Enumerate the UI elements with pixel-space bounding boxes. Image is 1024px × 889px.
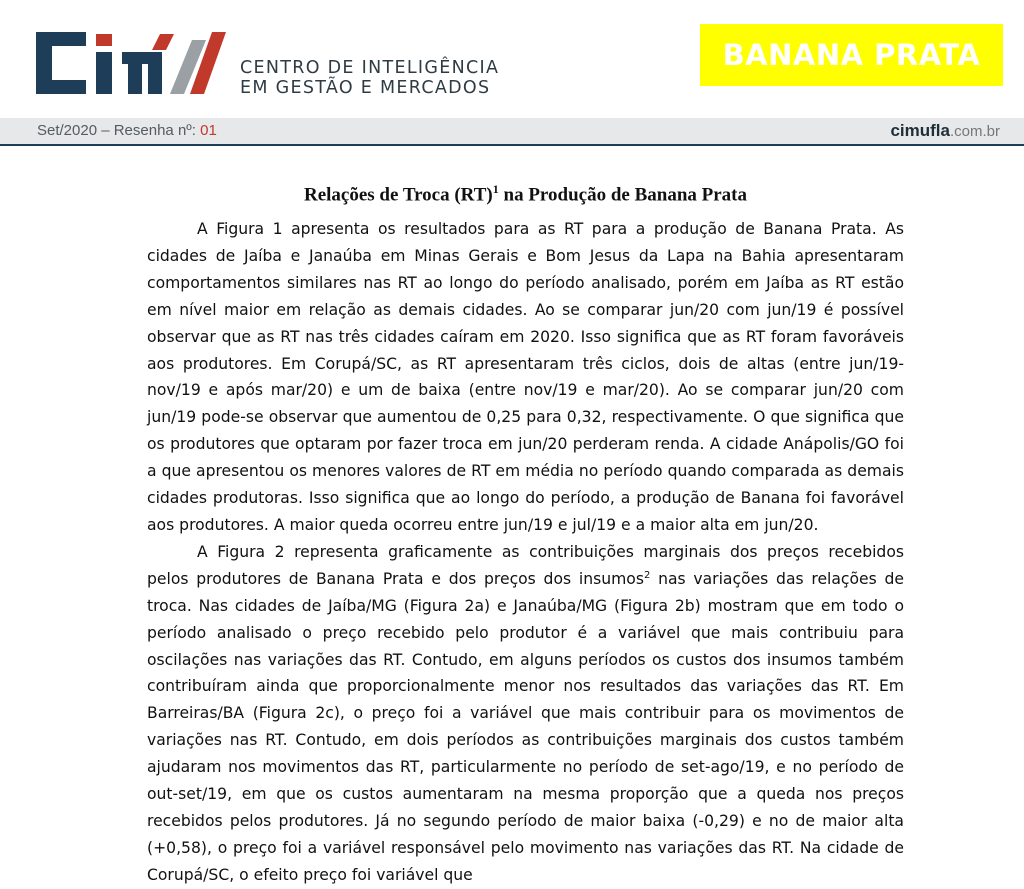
- paragraph-2-start: A Figura 2 representa graficamente as contribuições marginais dos preços recebidos pelos produtores de Banana Prata e dos preços dos insumos: [147, 542, 904, 588]
- title-main: Relações de Troca (RT): [303, 184, 493, 206]
- site-link[interactable]: [890, 120, 1000, 143]
- cim-logo-icon: [34, 28, 230, 98]
- issue-info: [37, 121, 217, 141]
- document-body: [147, 216, 904, 889]
- site-domain: .com.br: [949, 123, 1000, 140]
- paragraph-2-footnote-ref: 2: [643, 569, 651, 581]
- header: [0, 0, 1024, 118]
- paragraph-1: A Figura 1 apresenta os resultados para as RT para a produção de Banana Prata. As cidades de Jaíba e Janaúba em Minas Gerais e Bom Jesus da Lapa na Bahia apresentaram comportamentos similares nas RT ao longo do período analisado, porém em Jaíba as RT estão em nível maior em relação as demais cidades. Ao se comparar jun/20 com jun/19 é possível observar que as RT nas três cidades caíram em 2020. Isso significa que as RT foram favoráveis aos produtores. Em Corupá/SC, as RT apresentaram três ciclos, dois de altas (entre jun/19-nov/19 e após mar/20) e um de baixa (entre nov/19 e mar/20). Ao se comparar jun/20 com jun/19 pode-se observar que aumentou de 0,25 para 0,32, respectivamente. O que significa que os produtores que optaram por fazer troca em jun/20 perderam renda. A cidade Anápolis/GO foi a que apresentou os menores valores de RT em média no período quando comparada as demais cidades produtoras. Isso significa que ao longo do período, a produção de Banana foi favorável aos produtores. A maior queda ocorreu entre jun/19 e jul/19 e a maior alta em jun/20.: [147, 220, 904, 534]
- title-footnote-ref: 1: [492, 182, 499, 196]
- product-badge: [700, 24, 1003, 86]
- issue-number: 01: [200, 122, 217, 139]
- site-brand: cimufla: [890, 121, 950, 140]
- organization-name: [240, 58, 499, 98]
- paragraph-2: [147, 539, 904, 889]
- header-divider: [0, 144, 1024, 146]
- paragraph-2-rest: nas variações das relações de troca. Nas cidades de Jaíba/MG (Figura 2a) e Janaúba/MG (Figura 2b) mostram que em todo o período analisado o preço recebido pelo produtor é a variável que mais contribuiu para oscilações nas variações das RT. Contudo, em alguns períodos os custos dos insumos também contribuíram ainda que proporcionalmente menor nos resultados das variações das RT. Em Barreiras/BA (Figura 2c), o preço foi a variável que mais contribuir para os movimentos de variações nas RT. Contudo, em dois períodos as contribuições marginais dos custos também ajudaram nos movimentos das RT, particularmente no período de set-ago/19, e no período de out-set/19, em que os custos aumentaram na mesma proporção que a queda nos preços recebidos pelos produtores. Já no segundo período de maior baixa (-0,29) e no de maior alta (+0,58), o preço foi a variável responsável pelo movimento nas variações das RT. Na cidade de Corupá/SC, o efeito preço foi variável que: [147, 569, 905, 884]
- org-name-line1: CENTRO DE INTELIGÊNCIA: [240, 58, 500, 78]
- product-badge-label: BANANA PRATA: [722, 38, 981, 72]
- document-title: [0, 182, 1024, 206]
- org-name-line2: EM GESTÃO E MERCADOS: [240, 78, 491, 98]
- issue-prefix: Set/2020 – Resenha nº:: [37, 122, 201, 139]
- title-rest: na Produção de Banana Prata: [498, 184, 748, 206]
